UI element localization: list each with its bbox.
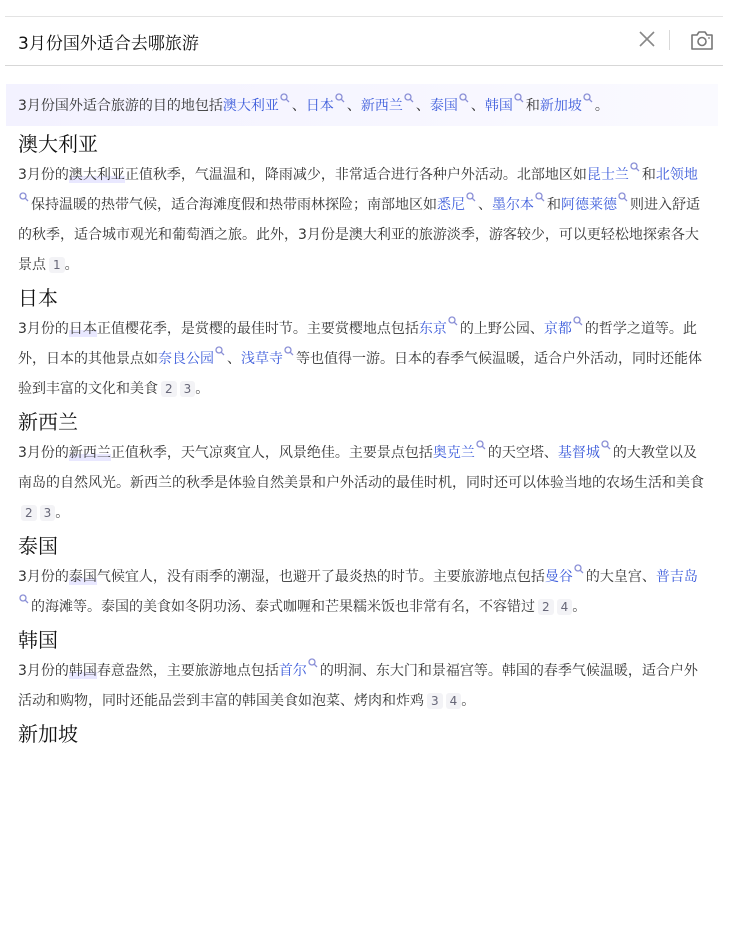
section-paragraph: 3月份的新西兰正值秋季，天气凉爽宜人，风景绝佳。主要景点包括奥克兰 的天空塔、基督城 的大教堂以及南岛的自然风光。新西兰的秋季是体验自然美景和户外活动的最佳时机，同时还可以体验当地的农场生活和美食2 3 。 [18,438,706,528]
link-queensland[interactable]: 昆士兰 [586,167,629,183]
link-melbourne[interactable]: 墨尔本 [492,197,534,213]
section-heading: 日本 [18,286,58,310]
period: 。 [594,98,609,114]
link-northern-territory[interactable]: 北领地 [655,167,698,183]
separator: 、 [346,98,361,114]
section-paragraph: 3月份的澳大利亚正值秋季，气温温和，降雨减少，非常适合进行各种户外活动。北部地区如昆士兰 和北领地保持温暖的热带气候，适合海滩度假和热带雨林探险；南部地区如悉尼 、墨尔本 和阿德莱德 则进入舒适的秋季，适合城市观光和葡萄酒之旅。此外，3月份是澳大利亚的旅游淡季，游客较少，可以更轻松地探索各大景点 1 。 [18,160,706,280]
link-christchurch[interactable]: 基督城 [557,445,600,461]
section-newzealand [6,404,718,528]
citation-badge[interactable]: 3 [180,381,196,397]
search-link-icon[interactable] [618,192,628,202]
link-adelaide[interactable]: 阿德莱德 [561,197,617,213]
section-australia [6,126,718,280]
link-tokyo[interactable]: 东京 [418,321,447,337]
section-heading: 韩国 [18,628,58,652]
search-input[interactable]: 3月份国外适合去哪旅游 [18,34,199,54]
link-nara-park[interactable]: 奈良公园 [158,351,214,367]
search-link-icon[interactable] [476,440,486,450]
camera-icon[interactable] [689,27,715,53]
summary-lead: 3月份国外适合旅游的目的地包括 [18,98,223,114]
search-link-icon[interactable] [574,564,584,574]
link-seoul[interactable]: 首尔 [278,663,307,679]
link-sensoji[interactable]: 浅草寺 [241,351,283,367]
separator: 、 [291,98,306,114]
link-thailand[interactable]: 泰国 [429,98,458,114]
link-singapore[interactable]: 新加坡 [539,98,582,114]
summary-paragraph [6,84,718,126]
search-link-icon[interactable] [284,346,294,356]
section-thailand [6,528,718,622]
highlight-term: 日本 [68,321,97,337]
link-phuket[interactable]: 普吉岛 [655,569,698,585]
section-paragraph: 3月份的泰国气候宜人，没有雨季的潮湿，也避开了最炎热的时节。主要旅游地点包括曼谷 的大皇宫、普吉岛的海滩等。泰国的美食如冬阴功汤、泰式咖喱和芒果糯米饭也非常有名，不容错过 2 4 。 [18,562,706,622]
highlight-term: 澳大利亚 [68,167,125,183]
search-link-icon[interactable] [335,93,345,103]
search-link-icon[interactable] [308,658,318,668]
section-heading: 新西兰 [18,410,78,434]
search-link-icon[interactable] [466,192,476,202]
separator: 、 [415,98,430,114]
link-kyoto[interactable]: 京都 [543,321,572,337]
search-link-icon[interactable] [630,162,640,172]
citation-badge[interactable]: 2 [161,381,177,397]
search-link-icon[interactable] [19,594,29,604]
link-japan[interactable]: 日本 [305,98,334,114]
link-australia[interactable]: 澳大利亚 [222,98,279,114]
highlight-term: 新西兰 [68,445,111,461]
citation-badge[interactable]: 1 [49,257,65,273]
search-link-icon[interactable] [459,93,469,103]
citation-badge[interactable]: 4 [446,693,462,709]
section-heading: 澳大利亚 [18,132,98,156]
section-paragraph: 3月份的韩国春意盎然，主要旅游地点包括首尔 的明洞、东大门和景福宫等。韩国的春季气候温暖，适合户外活动和购物，同时还能品尝到丰富的韩国美食如泡菜、烤肉和炸鸡 3 4 。 [18,656,706,716]
citation-badge[interactable]: 3 [427,693,443,709]
search-link-icon[interactable] [573,316,583,326]
section-heading: 泰国 [18,534,58,558]
section-singapore [6,716,718,750]
link-korea[interactable]: 韩国 [484,98,513,114]
link-auckland[interactable]: 奥克兰 [432,445,475,461]
section-heading: 新加坡 [18,722,78,746]
search-divider [669,30,670,50]
citation-badge[interactable]: 2 [21,505,37,521]
search-link-icon[interactable] [601,440,611,450]
section-korea [6,622,718,716]
citation-badge[interactable]: 4 [557,599,573,615]
link-sydney[interactable]: 悉尼 [437,197,465,213]
separator: 、 [470,98,485,114]
search-link-icon[interactable] [535,192,545,202]
search-link-icon[interactable] [583,93,593,103]
link-newzealand[interactable]: 新西兰 [360,98,403,114]
conjunction: 和 [525,98,540,114]
citation-badge[interactable]: 2 [538,599,554,615]
search-bar[interactable] [5,16,723,66]
clear-icon[interactable] [635,26,659,52]
section-japan [6,280,718,404]
citation-badge[interactable]: 3 [40,505,56,521]
search-link-icon[interactable] [514,93,524,103]
search-link-icon[interactable] [404,93,414,103]
search-link-icon[interactable] [19,192,29,202]
highlight-term: 泰国 [68,569,97,585]
answer-panel [6,84,718,750]
search-link-icon[interactable] [215,346,225,356]
search-link-icon[interactable] [280,93,290,103]
section-paragraph: 3月份的日本正值樱花季，是赏樱的最佳时节。主要赏樱地点包括东京 的上野公园、京都 的哲学之道等。此外，日本的其他景点如奈良公园 、浅草寺 等也值得一游。日本的春季气候温暖，适合户外活动，同时还能体验到丰富的文化和美食 2 3 。 [18,314,706,404]
link-bangkok[interactable]: 曼谷 [544,569,573,585]
highlight-term: 韩国 [68,663,97,679]
search-link-icon[interactable] [448,316,458,326]
